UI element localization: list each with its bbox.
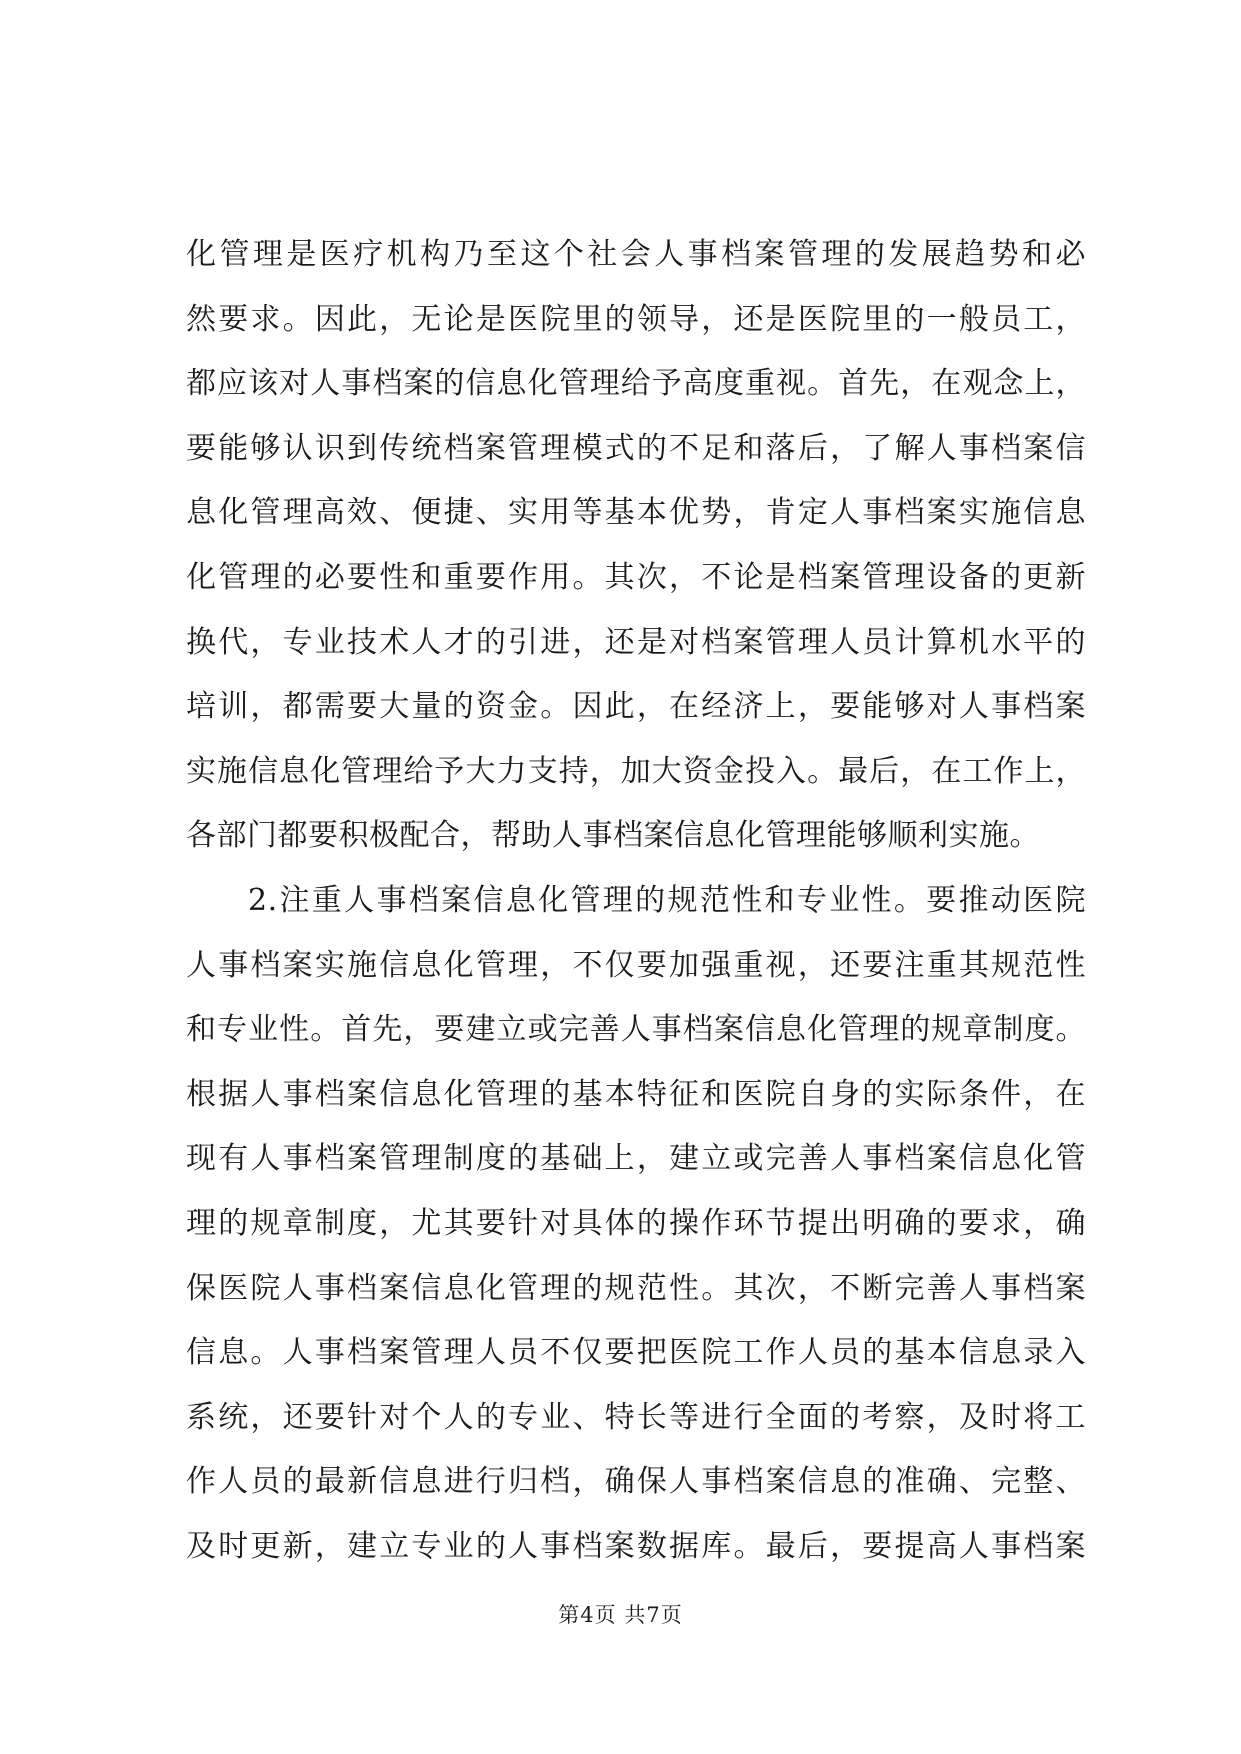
text-line: 培训，都需要大量的资金。因此，在经济上，要能够对人事档案 [186,689,1086,725]
text-line: 和专业性。首先，要建立或完善人事档案信息化管理的规章制度。 [186,1012,1086,1048]
text-line: 信息。人事档案管理人员不仅要把医院工作人员的基本信息录入 [186,1335,1086,1371]
text-line: 根据人事档案信息化管理的基本特征和医院自身的实际条件，在 [186,1076,1086,1112]
text-line: 及时更新，建立专业的人事档案数据库。最后，要提高人事档案 [186,1528,1086,1564]
text-line: 理的规章制度，尤其要针对具体的操作环节提出明确的要求，确 [186,1205,1086,1241]
text-line: 保医院人事档案信息化管理的规范性。其次，不断完善人事档案 [186,1270,1086,1306]
body-text [186,223,1086,1579]
text-line: 要能够认识到传统档案管理模式的不足和落后，了解人事档案信 [186,430,1086,466]
text-line: 化管理的必要性和重要作用。其次，不论是档案管理设备的更新 [186,559,1086,595]
text-line: 换代，专业技术人才的引进，还是对档案管理人员计算机水平的 [186,624,1086,660]
page-footer: 第4页 共7页 [558,1603,683,1627]
paragraph-start-line: 2.注重人事档案信息化管理的规范性和专业性。要推动医院 [248,882,1086,918]
text-line: 作人员的最新信息进行归档，确保人事档案信息的准确、完整、 [186,1464,1086,1500]
text-line: 化管理是医疗机构乃至这个社会人事档案管理的发展趋势和必 [186,237,1086,272]
text-line: 系统，还要针对个人的专业、特长等进行全面的考察，及时将工 [186,1399,1086,1435]
paragraph-end-line: 各部门都要积极配合，帮助人事档案信息化管理能够顺利实施。 [186,818,1040,854]
text-line: 息化管理高效、便捷、实用等基本优势，肯定人事档案实施信息 [186,495,1086,531]
text-line: 人事档案实施信息化管理，不仅要加强重视，还要注重其规范性 [186,947,1086,983]
text-line: 现有人事档案管理制度的基础上，建立或完善人事档案信息化管 [186,1141,1086,1177]
text-line: 实施信息化管理给予大力支持，加大资金投入。最后，在工作上， [186,753,1086,789]
text-line: 然要求。因此，无论是医院里的领导，还是医院里的一般员工， [186,301,1086,337]
text-line: 都应该对人事档案的信息化管理给予高度重视。首先，在观念上， [186,366,1086,402]
